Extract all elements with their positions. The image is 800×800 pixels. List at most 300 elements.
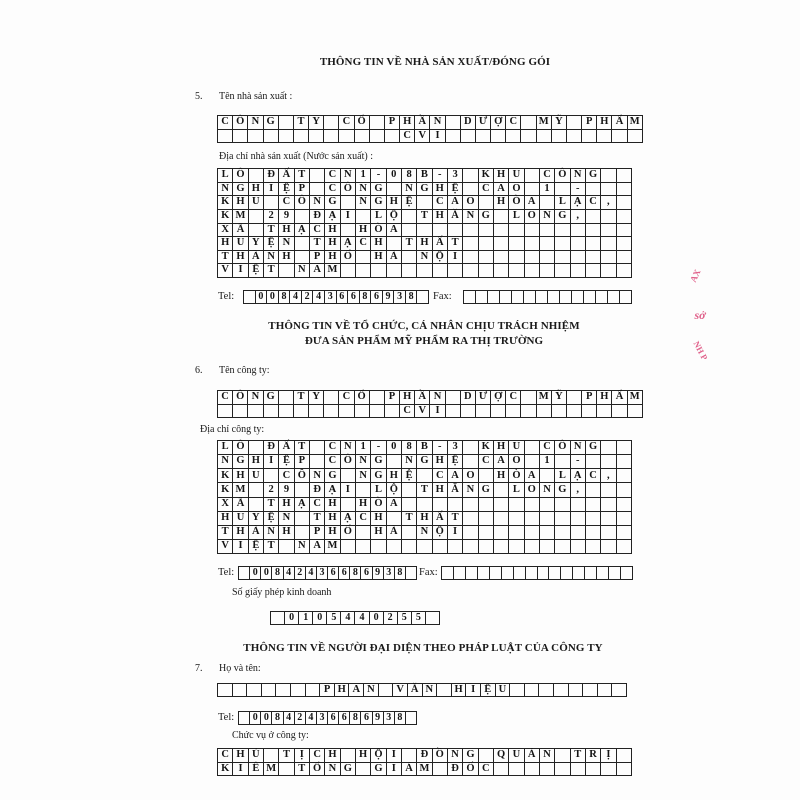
grid-cell: U <box>233 512 248 525</box>
grid-cell <box>555 455 570 468</box>
grid-cell: 8 <box>395 712 406 724</box>
grid-cell: H <box>371 526 386 539</box>
grid-cell <box>538 567 550 579</box>
grid-cell <box>463 455 478 468</box>
grid-cell <box>560 291 572 303</box>
grid-cell <box>249 498 264 511</box>
grid-cell: I <box>233 264 248 277</box>
grid-cell: N <box>430 391 445 404</box>
grid-row <box>218 130 643 144</box>
grid-cell <box>571 264 586 277</box>
grid-cell <box>310 169 325 182</box>
grid-cell <box>540 251 555 264</box>
grid-cell <box>555 183 570 196</box>
grid-cell: 2 <box>384 612 398 624</box>
grid-row <box>218 749 632 763</box>
grid-cell <box>628 130 643 143</box>
grid-cell: G <box>233 183 248 196</box>
grid-cell: Ấ <box>433 512 448 525</box>
grid-cell <box>555 237 570 250</box>
grid-cell <box>586 512 601 525</box>
grid-cell: 9 <box>383 291 395 303</box>
grid-cell: Ạ <box>571 196 586 209</box>
grid-cell <box>494 483 509 496</box>
grid-row <box>218 196 632 210</box>
grid-cell <box>479 512 494 525</box>
grid-cell <box>463 441 478 454</box>
grid-cell: N <box>295 540 310 553</box>
grid-row <box>218 183 632 197</box>
grid-cell: T <box>279 749 294 762</box>
grid-cell: H <box>494 169 509 182</box>
grid-cell: 5 <box>398 612 412 624</box>
grid-cell <box>540 469 555 482</box>
grid-cell <box>324 405 339 418</box>
grid-cell: 4 <box>313 291 325 303</box>
grid-cell <box>569 684 584 696</box>
grid-cell: C <box>325 455 340 468</box>
grid-cell: Ô <box>341 183 356 196</box>
grid-cell: Ị <box>601 749 616 762</box>
grid-cell: Y <box>249 512 264 525</box>
grid-cell: Q <box>494 749 509 762</box>
representative-tel-grid <box>238 711 417 725</box>
grid-cell: Ộ <box>387 210 402 223</box>
grid-cell: 3 <box>325 291 337 303</box>
grid-cell: N <box>448 749 463 762</box>
grid-cell: G <box>479 210 494 223</box>
grid-cell <box>509 540 524 553</box>
grid-cell <box>387 264 402 277</box>
grid-cell: Ỹ <box>552 391 567 404</box>
grid-cell <box>448 540 463 553</box>
grid-cell <box>540 526 555 539</box>
grid-cell: C <box>479 763 494 776</box>
grid-cell: T <box>310 237 325 250</box>
grid-cell <box>310 183 325 196</box>
grid-cell <box>478 567 490 579</box>
grid-cell <box>617 540 632 553</box>
grid-row <box>218 763 632 777</box>
grid-cell: O <box>525 483 540 496</box>
grid-cell: 9 <box>373 567 384 579</box>
grid-cell: H <box>356 224 371 237</box>
grid-cell <box>582 130 597 143</box>
grid-cell: M <box>233 483 248 496</box>
business-license-label: Số giấy phép kinh doanh <box>232 587 332 598</box>
grid-cell <box>341 196 356 209</box>
grid-cell: L <box>371 210 386 223</box>
grid-cell <box>463 251 478 264</box>
grid-cell: N <box>248 116 263 129</box>
grid-cell: 6 <box>339 712 350 724</box>
grid-cell: G <box>417 183 432 196</box>
grid-cell <box>233 405 248 418</box>
grid-row <box>271 612 440 625</box>
grid-cell <box>621 567 633 579</box>
grid-cell: I <box>264 455 279 468</box>
grid-cell: Đ <box>310 210 325 223</box>
grid-cell: - <box>371 441 386 454</box>
grid-cell: O <box>509 455 524 468</box>
grid-cell: Ă <box>408 684 423 696</box>
grid-cell: H <box>494 469 509 482</box>
grid-cell <box>417 469 432 482</box>
grid-cell <box>525 498 540 511</box>
grid-cell <box>264 749 279 762</box>
grid-cell <box>601 441 616 454</box>
grid-cell <box>572 291 584 303</box>
grid-cell <box>324 130 339 143</box>
grid-cell: K <box>218 210 233 223</box>
grid-cell <box>247 684 262 696</box>
grid-cell: N <box>279 512 294 525</box>
grid-cell <box>406 712 417 724</box>
grid-cell: G <box>555 483 570 496</box>
grid-cell <box>446 391 461 404</box>
grid-cell: , <box>571 483 586 496</box>
grid-cell: Ệ <box>448 455 463 468</box>
grid-cell: P <box>295 455 310 468</box>
grid-cell <box>509 224 524 237</box>
grid-cell: 3 <box>394 291 406 303</box>
grid-cell: L <box>555 469 570 482</box>
grid-cell: 0 <box>261 567 272 579</box>
grid-cell <box>324 116 339 129</box>
grid-cell <box>525 264 540 277</box>
grid-cell: U <box>249 196 264 209</box>
grid-cell <box>552 405 567 418</box>
grid-cell <box>597 405 612 418</box>
grid-cell <box>387 183 402 196</box>
grid-cell <box>463 526 478 539</box>
grid-cell <box>341 469 356 482</box>
grid-cell: C <box>310 498 325 511</box>
grid-cell: Ă <box>448 483 463 496</box>
grid-cell: Ổ <box>355 116 370 129</box>
grid-cell <box>279 405 294 418</box>
grid-cell: N <box>463 483 478 496</box>
grid-cell: Ẩ <box>612 391 627 404</box>
grid-cell: C <box>325 441 340 454</box>
grid-row <box>218 526 632 540</box>
grid-cell <box>402 264 417 277</box>
grid-cell: 1 <box>356 169 371 182</box>
grid-cell: U <box>233 237 248 250</box>
grid-cell <box>571 237 586 250</box>
grid-cell: T <box>264 224 279 237</box>
grid-cell <box>476 291 488 303</box>
grid-cell: 0 <box>250 712 261 724</box>
grid-cell <box>601 763 616 776</box>
grid-cell: 0 <box>387 441 402 454</box>
grid-cell: A <box>349 684 364 696</box>
grid-cell: Ỹ <box>552 116 567 129</box>
grid-cell <box>586 264 601 277</box>
grid-cell <box>461 130 476 143</box>
grid-row <box>218 116 643 130</box>
grid-cell: A <box>310 540 325 553</box>
manufacturer-tel-grid <box>243 290 429 304</box>
grid-cell <box>617 469 632 482</box>
grid-cell <box>524 291 536 303</box>
grid-cell <box>437 684 452 696</box>
grid-cell: C <box>279 469 294 482</box>
grid-cell: M <box>628 391 643 404</box>
grid-cell <box>310 455 325 468</box>
grid-cell <box>608 291 620 303</box>
grid-cell: Á <box>402 763 417 776</box>
grid-cell: H <box>417 237 432 250</box>
grid-cell: 9 <box>279 483 294 496</box>
grid-cell: O <box>463 196 478 209</box>
grid-cell: Ổ <box>310 763 325 776</box>
grid-cell <box>248 405 263 418</box>
grid-cell <box>540 264 555 277</box>
grid-cell: 8 <box>279 291 291 303</box>
grid-cell: 8 <box>395 567 406 579</box>
grid-cell: H <box>494 196 509 209</box>
grid-cell: N <box>356 455 371 468</box>
grid-cell: U <box>496 684 511 696</box>
grid-cell: K <box>479 169 494 182</box>
grid-cell <box>586 183 601 196</box>
grid-cell <box>295 483 310 496</box>
grid-cell: 6 <box>348 291 360 303</box>
grid-cell <box>309 130 324 143</box>
grid-cell: H <box>356 498 371 511</box>
grid-cell: 6 <box>328 712 339 724</box>
grid-cell <box>567 130 582 143</box>
grid-cell <box>585 567 597 579</box>
grid-cell <box>464 291 476 303</box>
grid-cell <box>387 512 402 525</box>
grid-cell <box>239 712 250 724</box>
grid-cell: H <box>279 526 294 539</box>
grid-cell <box>597 567 609 579</box>
grid-cell: H <box>433 210 448 223</box>
grid-cell: Ả <box>525 749 540 762</box>
grid-cell <box>295 526 310 539</box>
grid-cell <box>540 237 555 250</box>
grid-cell: 1 <box>356 441 371 454</box>
grid-cell <box>525 169 540 182</box>
grid-cell: Ồ <box>433 749 448 762</box>
grid-cell: N <box>540 749 555 762</box>
grid-cell <box>612 684 627 696</box>
grid-cell <box>509 264 524 277</box>
grid-cell <box>295 237 310 250</box>
grid-row <box>218 224 632 238</box>
grid-cell: 4 <box>284 567 295 579</box>
grid-cell <box>406 567 417 579</box>
grid-cell: C <box>325 169 340 182</box>
grid-cell: O <box>509 183 524 196</box>
grid-cell <box>279 763 294 776</box>
grid-cell <box>339 405 354 418</box>
grid-cell: 1 <box>540 183 555 196</box>
grid-cell <box>596 291 608 303</box>
grid-cell: Ạ <box>295 498 310 511</box>
grid-cell: Ố <box>341 251 356 264</box>
grid-cell <box>341 749 356 762</box>
grid-cell <box>355 405 370 418</box>
grid-cell <box>555 512 570 525</box>
grid-cell: C <box>586 196 601 209</box>
grid-cell <box>249 169 264 182</box>
grid-cell: H <box>325 526 340 539</box>
grid-cell: I <box>264 183 279 196</box>
grid-cell <box>510 684 525 696</box>
grid-cell: N <box>463 210 478 223</box>
grid-row <box>218 251 632 265</box>
grid-cell <box>571 526 586 539</box>
grid-row <box>464 291 632 304</box>
grid-cell: H <box>494 441 509 454</box>
grid-cell: Ệ <box>249 540 264 553</box>
grid-cell: N <box>402 455 417 468</box>
grid-cell: P <box>385 391 400 404</box>
grid-cell <box>609 567 621 579</box>
grid-cell <box>540 196 555 209</box>
grid-cell <box>586 763 601 776</box>
grid-cell <box>233 130 248 143</box>
grid-cell <box>540 224 555 237</box>
grid-cell <box>506 130 521 143</box>
grid-cell <box>509 237 524 250</box>
grid-cell: Đ <box>448 763 463 776</box>
grid-row <box>218 455 632 469</box>
representative-section-title: THÔNG TIN VỀ NGƯỜI ĐẠI DIỆN THEO PHÁP LUẬT CỦA CÔNG TY <box>243 642 603 654</box>
grid-cell: Ò <box>371 224 386 237</box>
grid-cell: , <box>601 469 616 482</box>
grid-cell <box>402 483 417 496</box>
grid-cell <box>567 391 582 404</box>
grid-cell <box>612 405 627 418</box>
grid-cell <box>555 224 570 237</box>
grid-cell: T <box>417 210 432 223</box>
grid-cell <box>356 251 371 264</box>
grid-cell <box>509 498 524 511</box>
grid-cell: N <box>417 251 432 264</box>
grid-cell <box>218 405 233 418</box>
grid-cell: O <box>525 210 540 223</box>
grid-cell: A <box>387 224 402 237</box>
grid-cell: 0 <box>370 612 384 624</box>
grid-cell: Ấ <box>279 441 294 454</box>
grid-cell: H <box>400 391 415 404</box>
grid-cell: 6 <box>328 567 339 579</box>
grid-cell: H <box>325 224 340 237</box>
section-number: 5. <box>195 91 203 102</box>
grid-cell: Ã <box>233 224 248 237</box>
grid-cell <box>309 405 324 418</box>
grid-cell: I <box>430 405 445 418</box>
grid-cell: 3 <box>448 441 463 454</box>
grid-cell <box>586 455 601 468</box>
company-address-grid <box>217 440 632 554</box>
grid-cell <box>617 526 632 539</box>
grid-cell <box>249 483 264 496</box>
grid-cell <box>555 749 570 762</box>
grid-cell: K <box>218 763 233 776</box>
grid-cell <box>586 483 601 496</box>
grid-cell: 0 <box>313 612 327 624</box>
grid-cell: - <box>371 169 386 182</box>
grid-cell <box>249 224 264 237</box>
grid-cell: 8 <box>406 291 418 303</box>
grid-cell: 6 <box>361 712 372 724</box>
grid-cell <box>555 498 570 511</box>
grid-cell <box>433 540 448 553</box>
grid-cell: G <box>264 116 279 129</box>
grid-cell: Đ <box>264 441 279 454</box>
grid-cell <box>262 684 277 696</box>
grid-cell <box>371 264 386 277</box>
grid-cell <box>617 441 632 454</box>
grid-cell <box>239 567 250 579</box>
grid-cell <box>370 405 385 418</box>
grid-cell <box>536 291 548 303</box>
grid-cell <box>433 498 448 511</box>
grid-row <box>218 483 632 497</box>
grid-cell: 5 <box>412 612 426 624</box>
grid-cell: Ệ <box>264 512 279 525</box>
grid-cell <box>356 763 371 776</box>
grid-cell <box>279 116 294 129</box>
grid-cell: H <box>371 251 386 264</box>
grid-cell <box>540 512 555 525</box>
grid-cell: H <box>433 183 448 196</box>
grid-cell <box>549 567 561 579</box>
grid-cell: H <box>597 116 612 129</box>
grid-cell: N <box>430 116 445 129</box>
grid-cell <box>402 251 417 264</box>
grid-cell: N <box>218 183 233 196</box>
grid-row <box>218 391 643 405</box>
grid-cell <box>463 540 478 553</box>
grid-cell: Ô <box>295 196 310 209</box>
grid-cell <box>479 498 494 511</box>
grid-cell: Ô <box>233 391 248 404</box>
grid-cell: Ủ <box>249 749 264 762</box>
grid-cell: 2 <box>302 291 314 303</box>
grid-cell: - <box>433 169 448 182</box>
grid-cell: Ố <box>341 526 356 539</box>
grid-cell <box>402 224 417 237</box>
grid-cell <box>601 264 616 277</box>
grid-cell: P <box>582 391 597 404</box>
grid-cell: G <box>371 455 386 468</box>
grid-cell: H <box>325 498 340 511</box>
grid-cell <box>476 130 491 143</box>
grid-cell <box>341 224 356 237</box>
grid-cell <box>502 567 514 579</box>
grid-cell: 6 <box>337 291 349 303</box>
grid-cell <box>371 540 386 553</box>
grid-cell <box>279 391 294 404</box>
grid-cell: C <box>310 224 325 237</box>
grid-cell: C <box>279 196 294 209</box>
grid-cell <box>512 291 524 303</box>
grid-cell: N <box>571 169 586 182</box>
grid-cell <box>461 405 476 418</box>
grid-cell <box>218 130 233 143</box>
grid-cell <box>561 567 573 579</box>
grid-cell <box>571 540 586 553</box>
grid-cell: H <box>233 251 248 264</box>
grid-cell <box>463 512 478 525</box>
